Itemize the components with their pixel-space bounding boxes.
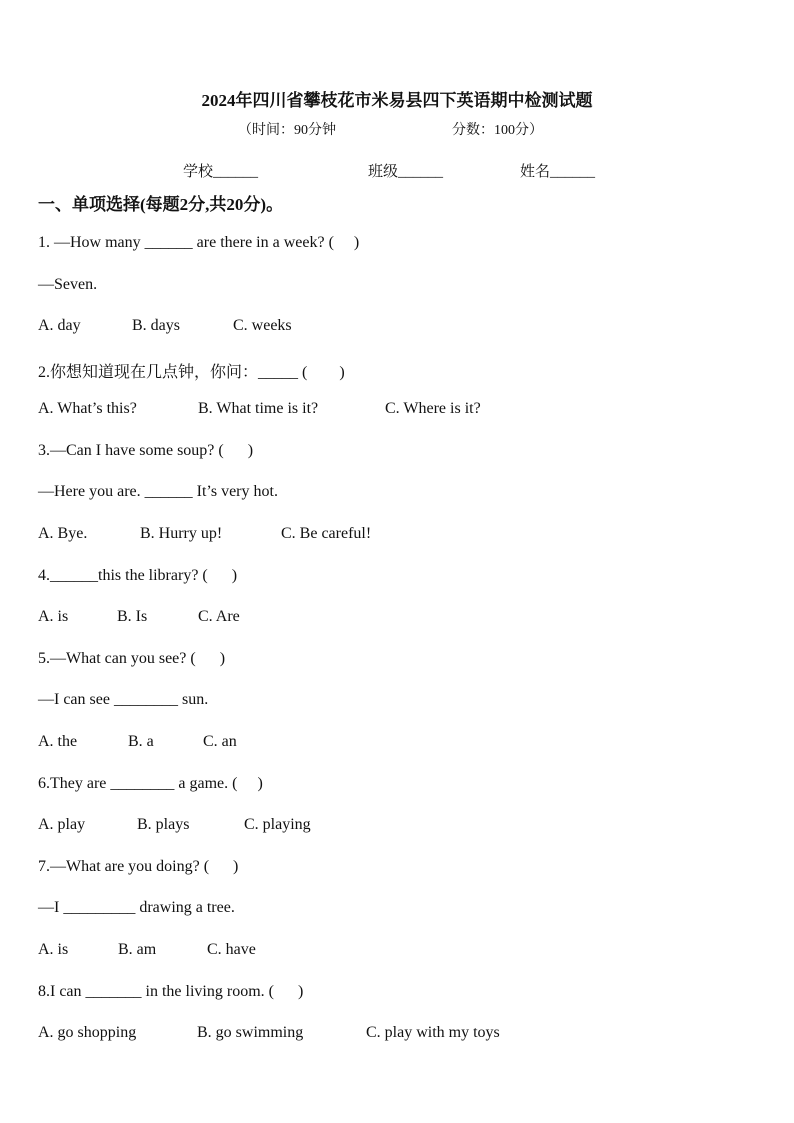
question-4-stem: 4.______this the library? ( ) [38, 567, 238, 584]
question-3-option-b: B. Hurry up! [140, 525, 223, 542]
question-1-answer-line: —Seven. [38, 276, 98, 293]
class-field: 班级______ [368, 164, 444, 180]
question-7-option-c: C. have [207, 941, 256, 958]
question-8-option-b: B. go swimming [197, 1024, 304, 1041]
question-3-stem: 3.—Can I have some soup? ( ) [38, 442, 254, 459]
question-6-option-c: C. playing [244, 816, 311, 833]
school-field: 学校______ [183, 164, 259, 180]
question-7-stem: 7.—What are you doing? ( ) [38, 858, 239, 875]
question-4-option-b: B. Is [117, 608, 148, 625]
question-6-option-a: A. play [38, 816, 86, 833]
question-6-option-b: B. plays [137, 816, 190, 833]
question-7-answer-line: —I _________ drawing a tree. [38, 899, 235, 916]
question-2-option-b: B. What time is it? [198, 400, 319, 417]
question-3-option-a: A. Bye. [38, 525, 88, 542]
question-8-option-a: A. go shopping [38, 1024, 137, 1041]
question-3-option-c: C. Be careful! [281, 525, 372, 542]
section-title: 一、单项选择(每题2分,共20分)。 [38, 195, 284, 214]
question-6-stem: 6.They are ________ a game. ( ) [38, 775, 263, 792]
question-7-option-b: B. am [118, 941, 157, 958]
exam-title: 2024年四川省攀枝花市米易县四下英语期中检测试题 [201, 91, 593, 110]
question-5-stem: 5.—What can you see? ( ) [38, 650, 226, 667]
question-1-option-a: A. day [38, 317, 81, 334]
question-2-option-c: C. Where is it? [385, 400, 481, 417]
question-2-option-a: A. What’s this? [38, 400, 137, 417]
question-2-stem: 2.你想知道现在几点钟，你问：_____ ( ) [38, 364, 345, 381]
question-1-stem: 1. —How many ______ are there in a week? ( ) [38, 234, 360, 251]
question-5-option-a: A. the [38, 733, 78, 750]
question-1-option-b: B. days [132, 317, 180, 334]
exam-time: （时间：90分钟 [238, 123, 336, 138]
question-4-option-a: A. is [38, 608, 69, 625]
question-3-answer-line: —Here you are. ______ It’s very hot. [38, 483, 278, 500]
question-5-option-c: C. an [203, 733, 237, 750]
question-1-option-c: C. weeks [233, 317, 292, 334]
question-5-answer-line: —I can see ________ sun. [38, 691, 209, 708]
question-8-option-c: C. play with my toys [366, 1024, 500, 1041]
name-field: 姓名______ [520, 164, 596, 180]
question-7-option-a: A. is [38, 941, 69, 958]
exam-score: 分数：100分） [452, 123, 543, 138]
question-8-stem: 8.I can _______ in the living room. ( ) [38, 983, 304, 1000]
question-5-option-b: B. a [128, 733, 154, 750]
question-4-option-c: C. Are [198, 608, 240, 625]
